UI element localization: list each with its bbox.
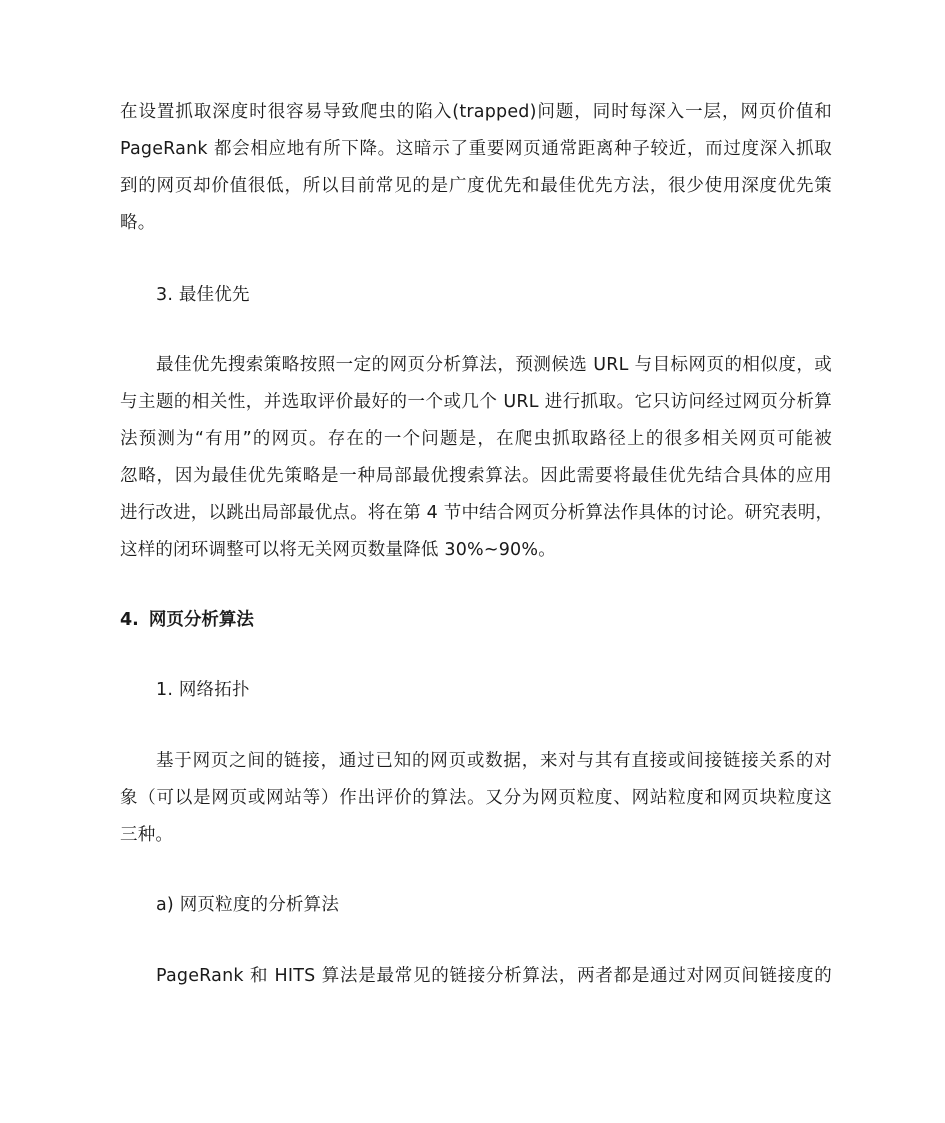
paragraph-line: 三种。 [120,825,174,845]
paragraph-line: 象（可以是网页或网站等）作出评价的算法。又分为网页粒度、网站粒度和网页块粒度这 [120,788,832,808]
section-number: 4. [120,610,139,630]
subheading-network-topology: 1. 网络拓扑 [156,680,250,700]
paragraph-line: 法预测为“有用”的网页。存在的一个问题是，在爬虫抓取路径上的很多相关网页可能被 [120,429,832,449]
paragraph-line: 这样的闭环调整可以将无关网页数量降低 30%~90%。 [120,540,556,560]
paragraph-line: PageRank 都会相应地有所下降。这暗示了重要网页通常距离种子较近，而过度深入抓取 [120,139,832,159]
paragraph-line: 与主题的相关性，并选取评价最好的一个或几个 URL 进行抓取。它只访问经过网页分析算 [120,392,832,412]
section-heading [120,608,254,632]
paragraph-line: 基于网页之间的链接，通过已知的网页或数据，来对与其有直接或间接链接关系的对 [156,751,832,771]
subheading-best-first: 3. 最佳优先 [156,285,250,305]
paragraph-line: 进行改进，以跳出局部最优点。将在第 4 节中结合网页分析算法作具体的讨论。研究表明， [120,503,834,523]
paragraph-line: 最佳优先搜索策略按照一定的网页分析算法，预测候选 URL 与目标网页的相似度，或 [156,355,832,375]
paragraph-line: 忽略，因为最佳优先策略是一种局部最优搜索算法。因此需要将最佳优先结合具体的应用 [120,466,832,486]
subheading-page-granularity: a) 网页粒度的分析算法 [156,895,340,915]
paragraph-line: 到的网页却价值很低，所以目前常见的是广度优先和最佳优先方法，很少使用深度优先策 [120,176,832,196]
paragraph-line: 略。 [120,213,156,233]
section-title: 网页分析算法 [148,610,254,630]
paragraph-line: PageRank 和 HITS 算法是最常见的链接分析算法，两者都是通过对网页间链接度的 [156,966,832,986]
paragraph-line: 在设置抓取深度时很容易导致爬虫的陷入(trapped)问题，同时每深入一层，网页价值和 [120,102,832,122]
